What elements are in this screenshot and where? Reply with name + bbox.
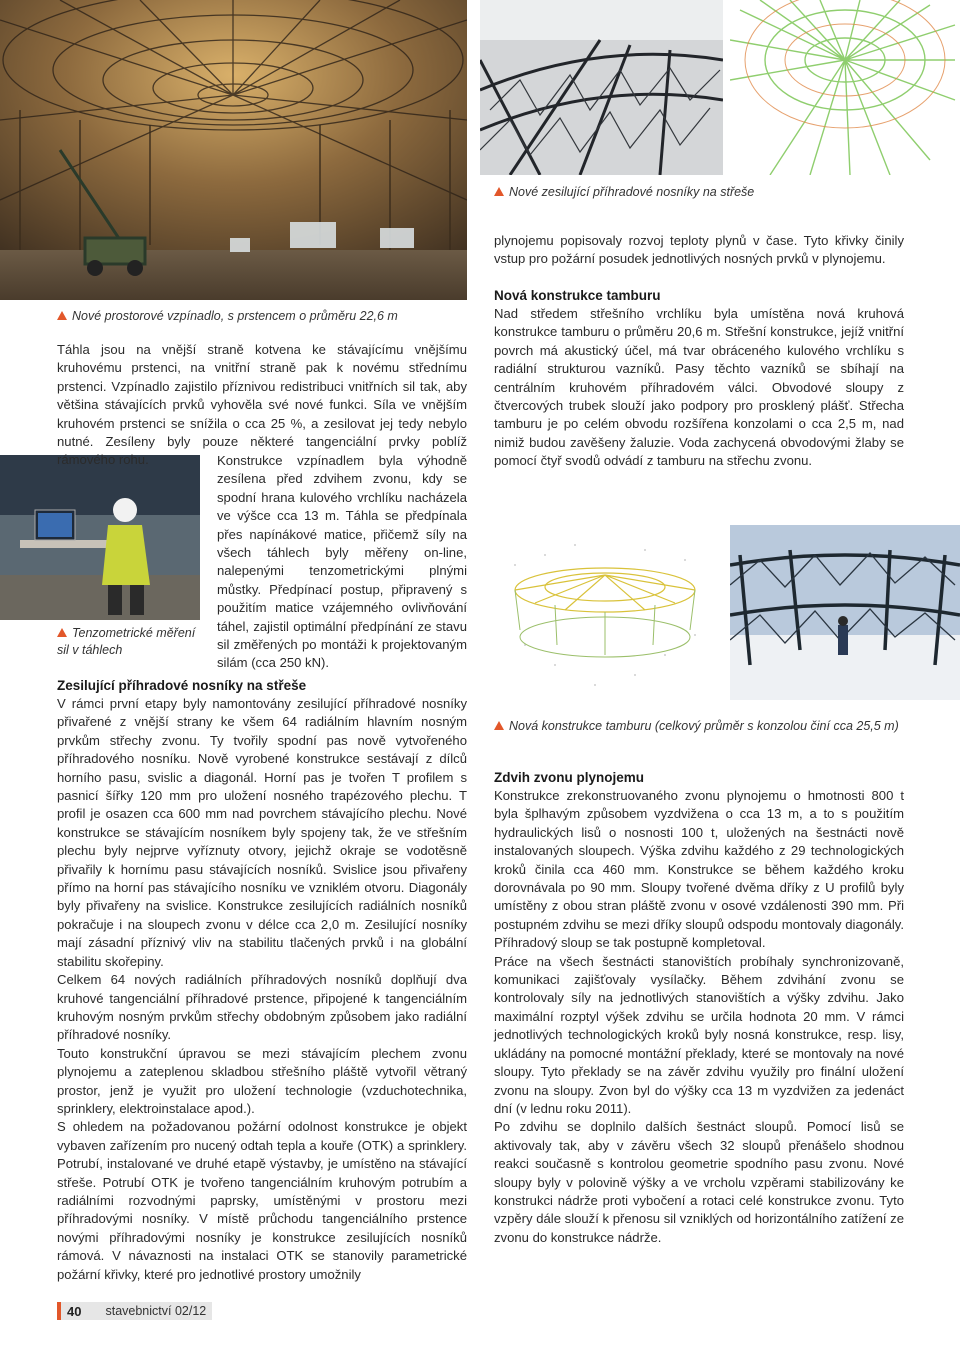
measurement-photo [0, 455, 200, 620]
continuation-paragraph: plynojemu popisovaly rozvoj teploty plynů v čase. Tyto křivky činily vstup pro požární posudek jednotlivých nosných prvků v plynojemu. [494, 233, 904, 267]
intro-paragraph: Táhla jsou na vnější straně kotvena ke stávajícímu vnějšímu kruhovému prstenci, na vnitřní straně pak k novému střednímu prstenci. Vzpínadlo zajistilo příznivou redistribuci vnitřních sil tak, aby většina stávajících prvků vyhověla své nové funkci. Síla ve vnějším kruhovém prstenci se snížila o cca 25 %, a zesilovat jej tedy nebylo nutné. Zesíleny byly pouze některé tangenciální prvky poblíž rámového rohu. [57, 342, 467, 468]
caption-roof-trusses: Nové zesilující příhradové nosníky na střeše [494, 184, 954, 201]
dome-interior-photo [0, 0, 467, 300]
drum-paragraph: Nad středem střešního vrchlíku byla umístěna nová kruhová konstrukce tamburu o průměru 20,6 m. Střešní konstrukce, jejíž vnitřní povrch má akustický účel, má tvar obráceného kulového vrchlíku s radiální strukturou vazníků. Pasy těchto vazníků se sbíhají na centrálním kruhovém příhradovém válci. Obvodové sloupy z čtvercových trubek slouží jako podpory pro prosklený plášť. Střecha tamburu je po celém obvodu rozšířena konzolami o cca 2,5 m, nad nimiž budou zavěšeny žaluzie. Voda zachycená obvodovými žlaby se pomocí čtyř svodů odvádí z tamburu na střechu zvonu. [494, 306, 904, 469]
caption-drum: Nová konstrukce tamburu (celkový průměr s konzolou činí cca 25,5 m) [494, 718, 954, 735]
section-title-lift: Zdvih zvonu plynojemu [494, 770, 645, 785]
paragraph: Práce na všech šestnácti stanovištích probíhaly synchronizovaně, komunikaci zajišťovaly vysílačky. Během zdvihání zvonu se kontrolovaly síly na jednotlivých stanovištích a výšky zdvihu. Jako maximální rozptyl výšek zdvihu se určila hodnota 20 mm. V rámci jednotlivých technologických kroků byly nosná konstrukce, resp. lisy, ukládány na pomocné montážní překlady, které se montovaly na nové sloupy. Tyto překlady se na závěr zdvihu využily pro finální uložení zvonu na sloupy. Zvon byl do výšky cca 13 m vyzdvižen za jedenáct dní (v lednu roku 2011). [494, 953, 904, 1116]
section-title-trusses: Zesilující příhradové nosníky na střeše [57, 678, 307, 693]
trusses-body [57, 695, 467, 1284]
caption-measurement: Tenzometrické měření sil v táhlech [57, 626, 196, 657]
paragraph: Konstrukce zrekonstruovaného zvonu plynojemu o hmotnosti 800 t byla šplhavým způsobem vyzdvižena o cca 13 m, a to s použitím hydraulických lisů o nosnosti 100 t, uložených na šestnácti nově instalovaných sloupech. Výška zdvihu každého z 29 technologických kroků činila cca 460 mm. Konstrukce se během každého kroku dorovnávala po 90 mm. Sloupy tvořené dvěma dříky z U profilů byly umístěny z obou stran pláště zvonu v osové vzdálenosti 390 mm. Při postupném zdvihu se mezi dříky sloupů odspodu montovaly diagonály. Příhradový sloup se tak postupně kompletoval. [494, 788, 904, 951]
lift-body [494, 787, 904, 1247]
magazine-issue: stavebnictví 02/12 [91, 1302, 212, 1320]
triangle-marker-icon [57, 628, 67, 637]
drum-model-diagram [495, 525, 715, 700]
roof-trusses-photo [480, 0, 723, 175]
paragraph: Po zdvihu se doplnilo dalších šestnáct sloupů. Pomocí lisů se aktivovaly tak, aby v závěru všech 32 sloupů přenášelo shodnou reakci současně s kontrolou geometrie spodního pasu zvonu. Nové sloupy byly v polovině výšky a ve vrcholu vzpěrami stabilizovány ke konstrukci nádrže proti vybočení a rotaci celé konstrukce zvonu. Tyto vzpěry dále slouží k přenosu sil vzniklých od horizontálního zatížení ze zvonu do konstrukce nádrže. [494, 1119, 904, 1245]
page-number: 40 [61, 1302, 91, 1320]
roof-model-diagram [730, 0, 960, 175]
paragraph: V rámci první etapy byly namontovány zesilující příhradové nosníky přivařené z vnější strany ke všem 64 radiálním hlavním nosným prvkům střechy zvonu. Ty tvořily spodní pas nově vytvořeného příhradového nosníku. Nově vyrobené konstrukce sestávají z dílců horního pasu, svislic a diagonál. Horní pas je tvořen T profilem s pasnicí šířky 120 mm pro uložení nosného trapézového plechu. T profil je osazen cca 600 mm nad povrchem stávajícího plechu. Nové konstrukce se stávajícím nosníkem byly spojeny tak, že ve střešním plechu byly nejprve vyříznuty otvory, jejichž okraje se vodotěsně přivařily k hornímu pasu stávajících nosníků. Svislice jsou přivařeny přímo na horní pas stávajícího nosníku ve vzniklém otvoru. Diagonály byly přivařeny na svislice. Konstrukce zesilujících radiálních nosníků pokračuje i na sloupech zvonu v délce cca 2,0 m. Zesilující nosníky mají zásadní příznivý vliv na stabilitu tlačených prvků i na globální stabilitu skořepiny. [57, 696, 467, 969]
triangle-marker-icon [494, 721, 504, 730]
triangle-marker-icon [494, 187, 504, 196]
paragraph: S ohledem na požadovanou požární odolnost konstrukce je objekt vybaven zařízením pro nucený odtah tepla a kouře (OTK) a sprinklery. Potrubí, instalované ve druhé etapě výstavby, je umístěno na stávající střeše. Potrubí OTK je tvořeno tangenciálním kruhovým potrubím a radiálními rozvodnými paprsky, umístěnými v prostoru mezi příhradovými nosníky. V místě průchodu tangenciálního prstence novými příhradovými nosníky je konstrukce zesilujících nosníků rámová. V návaznosti na instalaci OTK se stanovily parametrické požární křivky, které pro jednotlivé prostory umožnily [57, 1119, 467, 1282]
paragraph: Celkem 64 nových radiálních příhradových nosníků doplňují dva kruhové tangenciální příhradové prstence, připojené k tangenciálním kruhovým nosným prvkům střechy obdobným způsobem jako radiální příhradové nosníky. [57, 972, 467, 1043]
triangle-marker-icon [57, 311, 67, 320]
paragraph: Touto konstrukční úpravou se mezi stávajícím plechem zvonu plynojemu a zateplenou skladbou střešního pláště vytvořil větraný prostor, jenž je využit pro uložení technologie (vzduchotechnika, sprinklery, elektroinstalace apod.). [57, 1045, 467, 1116]
section-title-drum: Nová konstrukce tamburu [494, 288, 661, 303]
page-footer [57, 1302, 212, 1320]
drum-site-photo [730, 525, 960, 700]
measurement-paragraph: Konstrukce vzpínadlem byla výhodně zesílena před zdvihem zvonu, kdy se spodní hrana kulového vrchlíku nacházela ve výšce cca 13 m. Táhla se předpínala přes napínákové matice, přičemž síly na všech táhlech byly měřeny on-line, nalepenými tenzometrickými plnými můstky. Předpínací postup, připravený s použitím matice vzájemného ovlivňování táhel, zajistil optimální předpínání ze stavu sil změřených po montáži k projektovaným silám (cca 250 kN). [217, 453, 467, 671]
caption-spreader: Nové prostorové vzpínadlo, s prstencem o průměru 22,6 m [57, 308, 467, 325]
